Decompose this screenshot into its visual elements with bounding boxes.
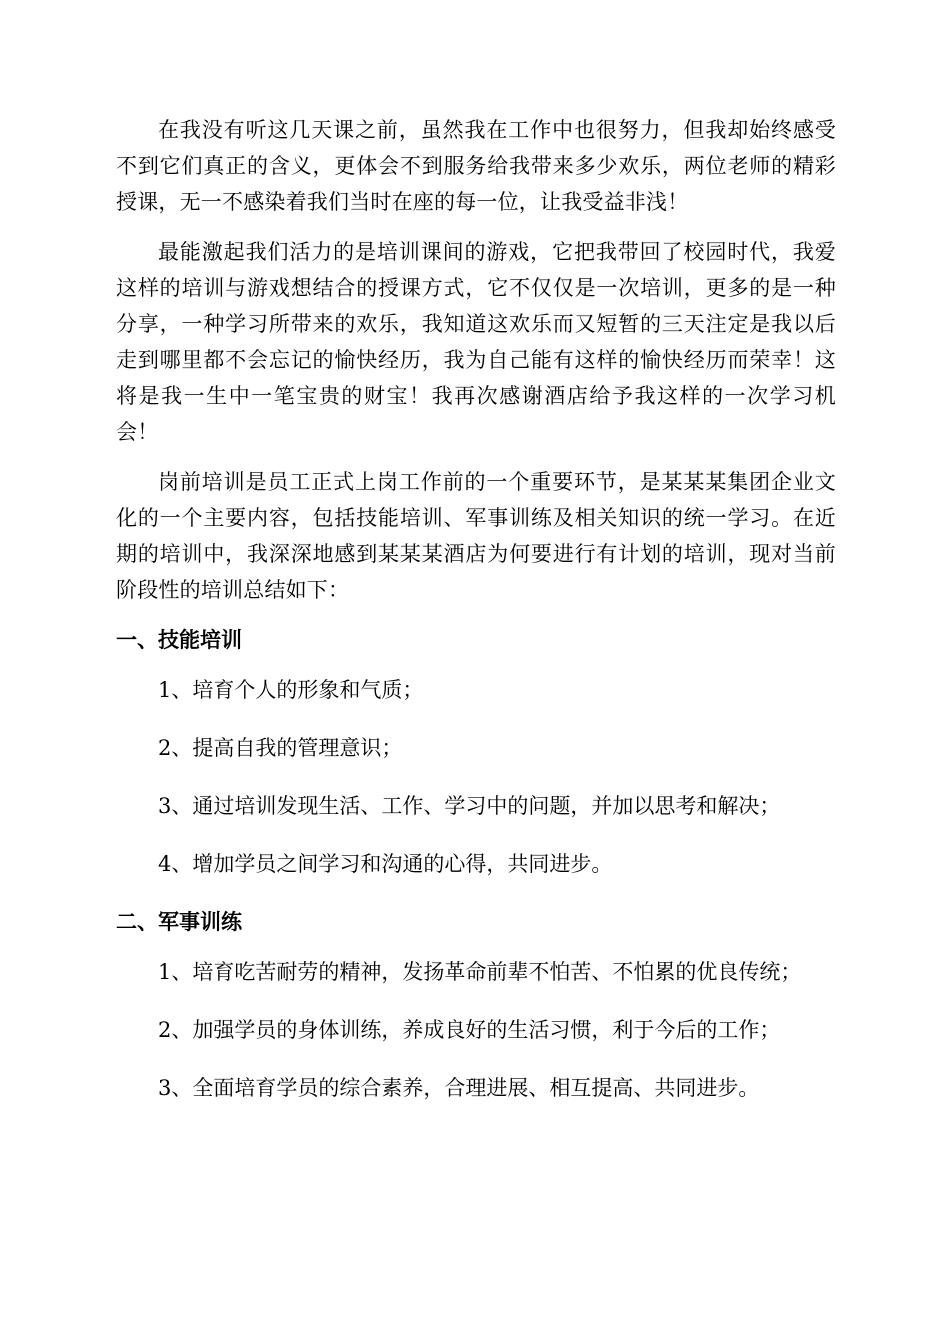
section-heading-skills: 一、技能培训 — [116, 628, 242, 652]
list-item: 1、培育吃苦耐劳的精神，发扬革命前辈不怕苦、不怕累的优良传统； — [158, 960, 802, 984]
list-item: 4、增加学员之间学习和沟通的心得，共同进步。 — [158, 852, 613, 876]
paragraph-intro: 在我没有听这几天课之前，虽然我在工作中也很努力，但我却始终感受不到它们真正的含义，更体会不到服务给我带来多少欢乐，两位老师的精彩授课，无一不感染着我们当时在座的每一位，让我受益非浅！ — [116, 118, 836, 214]
list-item: 3、通过培训发现生活、工作、学习中的问题，并加以思考和解决； — [158, 794, 781, 818]
document-body — [116, 112, 836, 1128]
paragraph-games: 最能激起我们活力的是培训课间的游戏，它把我带回了校园时代，我爱这样的培训与游戏想结合的授课方式，它不仅仅是一次培训，更多的是一种分享，一种学习所带来的欢乐，我知道这欢乐而又短暂的三天注定是我以后走到哪里都不会忘记的愉快经历，我为自己能有这样的愉快经历而荣幸！这将是我一生中一笔宝贵的财宝！我再次感谢酒店给予我这样的一次学习机会！ — [116, 240, 836, 444]
list-item: 1、培育个人的形象和气质； — [158, 678, 424, 702]
paragraph-summary: 岗前培训是员工正式上岗工作前的一个重要环节，是某某某集团企业文化的一个主要内容，包括技能培训、军事训练及相关知识的统一学习。在近期的培训中，我深深地感到某某某酒店为何要进行有计划的培训，现对当前阶段性的培训总结如下： — [116, 470, 836, 602]
section-heading-military: 二、军事训练 — [116, 910, 242, 934]
list-item: 2、提高自我的管理意识； — [158, 736, 403, 760]
list-item: 2、加强学员的身体训练，养成良好的生活习惯，利于今后的工作； — [158, 1018, 781, 1042]
list-item: 3、全面培育学员的综合素养，合理进展、相互提高、共同进步。 — [158, 1076, 760, 1100]
